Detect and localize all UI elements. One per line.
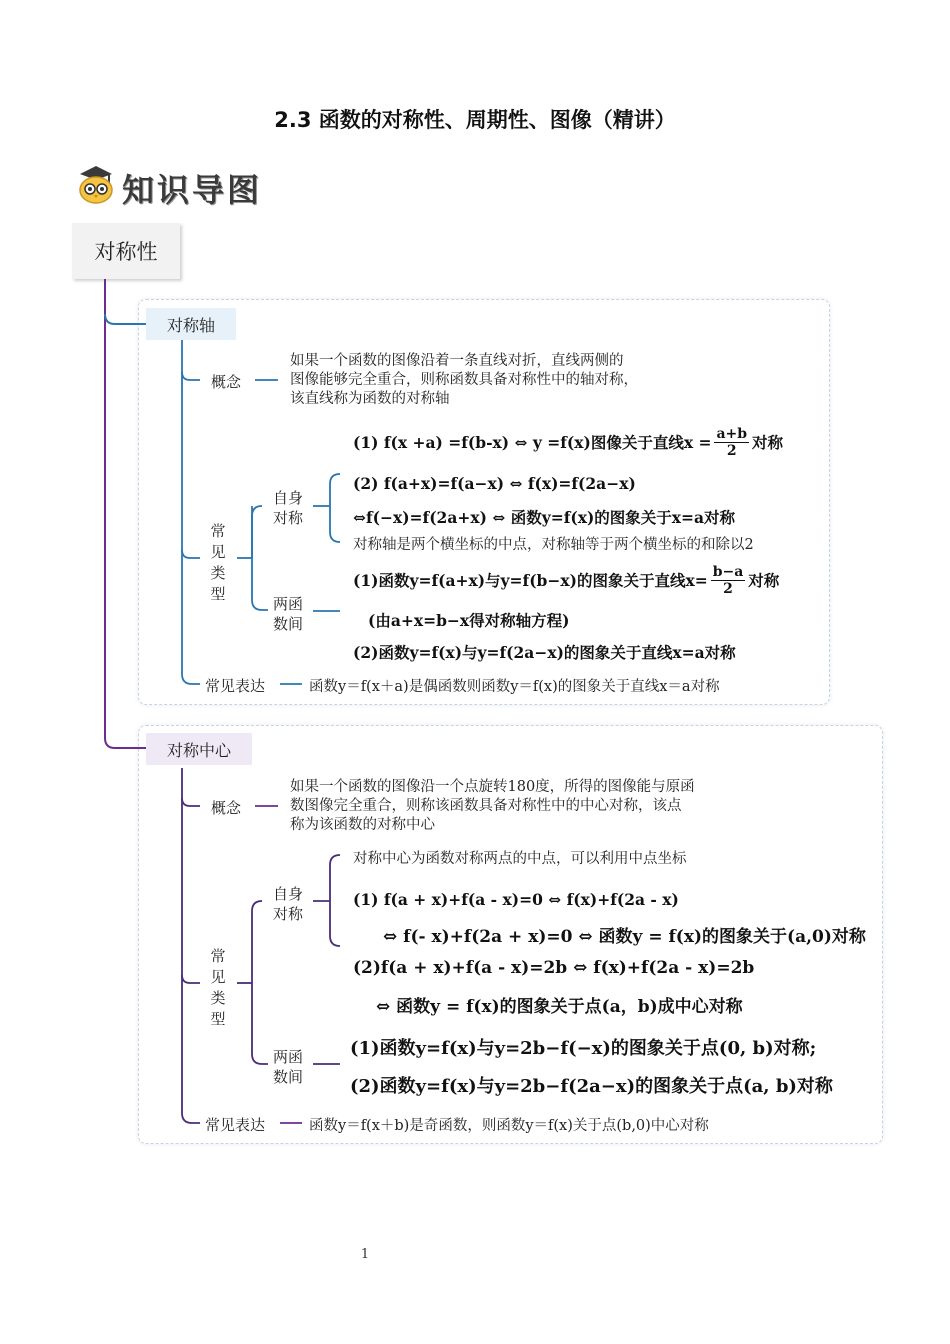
axis-formula-4: 对称轴是两个横坐标的中点，对称轴等于两个横坐标的和除以2 xyxy=(353,537,754,553)
center-concept-line: 称为该函数的对称中心 xyxy=(290,817,435,833)
axis-expr-label: 常见表达 xyxy=(205,677,266,695)
axis-two-fraction: $\frac{b-a}{2}$ xyxy=(712,563,744,597)
center-expr-label: 常见表达 xyxy=(205,1116,266,1134)
center-self-symmetry-label: 自身 对称 xyxy=(273,885,304,923)
center-concept-line: 如果一个函数的图像沿一个点旋转180度，所得的图像能与原函 xyxy=(290,779,695,795)
axis-formula-1-tail: 对称 xyxy=(752,433,784,452)
axis-formula-2: (2) f(a+x)=f(a−x) ⇔ f(x)=f(2a−x) xyxy=(353,474,636,493)
axis-concept-line: 图像能够完全重合，则称函数具备对称性中的轴对称， xyxy=(290,372,638,388)
axis-concept-line: 该直线称为函数的对称轴 xyxy=(290,391,450,407)
axis-formula-3: ⇔f(−x)=f(2a+x) ⇔ 函数y=f(x)的图象关于x=a对称 xyxy=(353,508,736,527)
center-two-formula-2: (2)函数y=f(x)与y=2b−f(2a−x)的图象关于点(a, b)对称 xyxy=(350,1076,833,1097)
root-node: 对称性 xyxy=(72,223,180,279)
center-formula-3: (2)f(a + x)+f(a - x)=2b ⇔ f(x)+f(2a - x)=2b xyxy=(353,958,755,978)
axis-two-formula-3: (2)函数y=f(x)与y=f(2a−x)的图象关于直线x=a对称 xyxy=(353,643,736,662)
center-common-types-label: 常 见 类 型 xyxy=(210,947,226,1028)
page-title: 2.3 函数的对称性、周期性、图像（精讲） xyxy=(274,108,676,132)
center-two-formula-1: (1)函数y=f(x)与y=2b−f(−x)的图象关于点(0, b)对称; xyxy=(350,1038,817,1059)
center-formula-0: 对称中心为函数对称两点的中点，可以利用中点坐标 xyxy=(353,851,687,867)
center-concept-line: 数图像完全重合，则称该函数具备对称性中的中心对称，该点 xyxy=(290,798,682,814)
axis-two-formula-2: (由a+x=b−x得对称轴方程) xyxy=(368,611,570,630)
center-two-functions-label: 两函 数间 xyxy=(273,1048,304,1086)
axis-self-symmetry-label: 自身 对称 xyxy=(273,489,304,527)
axis-node: 对称轴 xyxy=(146,308,236,340)
center-formula-4: ⇔ 函数y = f(x)的图象关于点(a，b)成中心对称 xyxy=(376,997,743,1017)
axis-two-formula-1-text: (1)函数y=f(a+x)与y=f(b−x)的图象关于直线x= xyxy=(353,571,708,590)
center-node: 对称中心 xyxy=(146,733,252,765)
axis-two-formula-1-tail: 对称 xyxy=(748,571,780,590)
center-formula-2: ⇔ f(- x)+f(2a + x)=0 ⇔ 函数y = f(x)的图象关于(a,0)对称 xyxy=(383,927,866,947)
axis-common-types-label: 常 见 类 型 xyxy=(210,522,226,603)
axis-concept-text xyxy=(290,352,638,409)
center-formula-1: (1) f(a + x)+f(a - x)=0 ⇔ f(x)+f(2a - x) xyxy=(353,890,679,909)
axis-fraction: $\frac{a+b}{2}$ xyxy=(716,425,748,459)
axis-formula-1-text: (1) f(x +a) =f(b-x) ⇔ y =f(x)图像关于直线x = xyxy=(353,433,712,452)
page-number: 1 xyxy=(360,1247,370,1262)
axis-concept-label: 概念 xyxy=(211,373,242,391)
center-expr-text: 函数y＝f(x＋b)是奇函数，则函数y＝f(x)关于点(b,0)中心对称 xyxy=(309,1118,709,1134)
axis-expr-text: 函数y＝f(x＋a)是偶函数则函数y＝f(x)的图象关于直线x＝a对称 xyxy=(309,679,720,695)
section-header: 知识导图 xyxy=(122,171,263,209)
center-concept-text xyxy=(290,778,695,835)
axis-two-functions-label: 两函 数间 xyxy=(273,595,304,633)
axis-formula-1 xyxy=(353,424,783,460)
axis-two-formula-1 xyxy=(353,562,779,598)
axis-concept-line: 如果一个函数的图像沿着一条直线对折，直线两侧的 xyxy=(290,353,624,369)
center-concept-label: 概念 xyxy=(211,799,242,817)
